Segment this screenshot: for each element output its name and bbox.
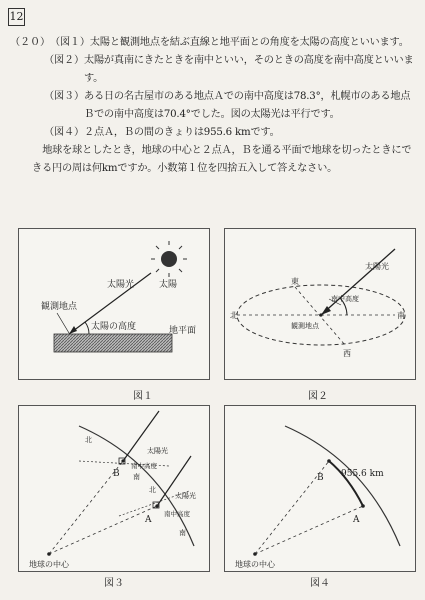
altitude-arc [85, 322, 89, 334]
north-label: 北 [230, 311, 238, 320]
figure-2-svg [225, 229, 415, 379]
fig3-desc-text: ある日の名古屋市のある地点Ａでの南中高度は78.3°，札幌市のある地点Ｂでの南中高度は70.4°でした。図の太陽光は平行です。 [83, 91, 411, 120]
ground-block [54, 334, 172, 352]
question-text: 地球を球としたとき，地球の中心と２点Ａ，Ｂを通る平面で地球を切ったときにできる円の周は何kmですか。小数第１位を四捨五入して答えなさい。 [32, 145, 412, 174]
question-label: （２０） [10, 37, 50, 48]
fig3-description [10, 88, 415, 124]
observer-pointer [57, 313, 69, 333]
radius-to-a [255, 506, 363, 554]
point-a-label: A [145, 515, 152, 525]
north-mid-label: 北 [149, 486, 156, 494]
observer-dot [319, 313, 322, 316]
sunlight-a-label: 太陽光 [175, 492, 196, 500]
figure-1-caption: 図１ [133, 391, 153, 402]
point-a-dot [361, 504, 365, 508]
fig2-description [10, 52, 415, 88]
sun-label: 太陽 [159, 280, 178, 290]
sunlight-line [321, 249, 395, 315]
west-label: 西 [343, 349, 351, 358]
ground-label: 地平面 [169, 326, 197, 336]
altitude-label: 太陽の高度 [91, 322, 137, 332]
figure-2 [224, 228, 416, 380]
figure-2-caption: 図２ [308, 391, 328, 402]
point-b-label: B [113, 469, 120, 479]
problem-text [10, 34, 415, 178]
radius-to-b [49, 461, 123, 554]
south-label: 南 [397, 311, 405, 320]
figure-1 [18, 228, 210, 380]
south-bottom-label: 南 [179, 529, 186, 537]
figure-4-caption: 図４ [310, 578, 330, 589]
meridian-altitude-label: 南中高度 [331, 295, 359, 303]
sun-icon [151, 241, 187, 277]
figure-4 [224, 405, 416, 572]
point-a-label: A [353, 515, 360, 525]
problem-number: 12 [8, 8, 25, 26]
point-a-dot [155, 504, 158, 507]
sunlight-label: 太陽光 [365, 262, 389, 271]
fig1-description [10, 34, 415, 52]
fig2-desc-text: 太陽が真南にきたときを南中といい，そのときの高度を南中高度といいます。 [83, 55, 414, 84]
fig2-desc-label: （図２） [44, 55, 84, 66]
fig1-desc-text: 太陽と観測地点を結ぶ直線と地平面との角度を太陽の高度といいます。 [89, 37, 409, 48]
figure-1-svg [19, 229, 209, 379]
arrow-head-icon [69, 326, 77, 334]
earth-center-dot [47, 552, 51, 556]
observer-label: 観測地点 [291, 322, 319, 330]
sunlight-b-label: 太陽光 [147, 447, 168, 455]
figure-3-svg [19, 406, 209, 571]
fig1-desc-label: （図１） [49, 37, 90, 48]
figure-3 [18, 405, 210, 572]
south-mid-label: 南 [133, 473, 140, 481]
fig4-desc-text: ２点Ａ，Ｂの間のきょりは955.6 kmです。 [83, 127, 280, 138]
point-b-dot [121, 459, 124, 462]
east-label: 東 [291, 277, 299, 286]
figure-4-svg [225, 406, 415, 571]
fig3-desc-label: （図３） [44, 91, 84, 102]
earth-surface-arc [79, 426, 194, 546]
earth-center-label: 地球の中心 [235, 560, 275, 569]
point-b-dot [327, 459, 331, 463]
radius-to-a [49, 506, 157, 554]
distance-label: 955.6 km [341, 469, 384, 479]
altitude-b-label: 南中高度 [131, 462, 157, 470]
earth-surface-arc [285, 426, 400, 546]
fig4-desc-label: （図４） [44, 127, 84, 138]
arc-a-to-b [329, 461, 363, 506]
sunlight-label: 太陽光 [107, 280, 135, 290]
observer-label: 観測地点 [41, 302, 78, 312]
point-b-label: B [317, 473, 324, 483]
earth-center-label: 地球の中心 [29, 560, 69, 569]
altitude-a-label: 南中高度 [164, 510, 190, 518]
earth-center-dot [253, 552, 257, 556]
north-top-label: 北 [85, 436, 92, 444]
figure-3-caption: 図３ [104, 578, 124, 589]
fig4-description [10, 124, 415, 142]
